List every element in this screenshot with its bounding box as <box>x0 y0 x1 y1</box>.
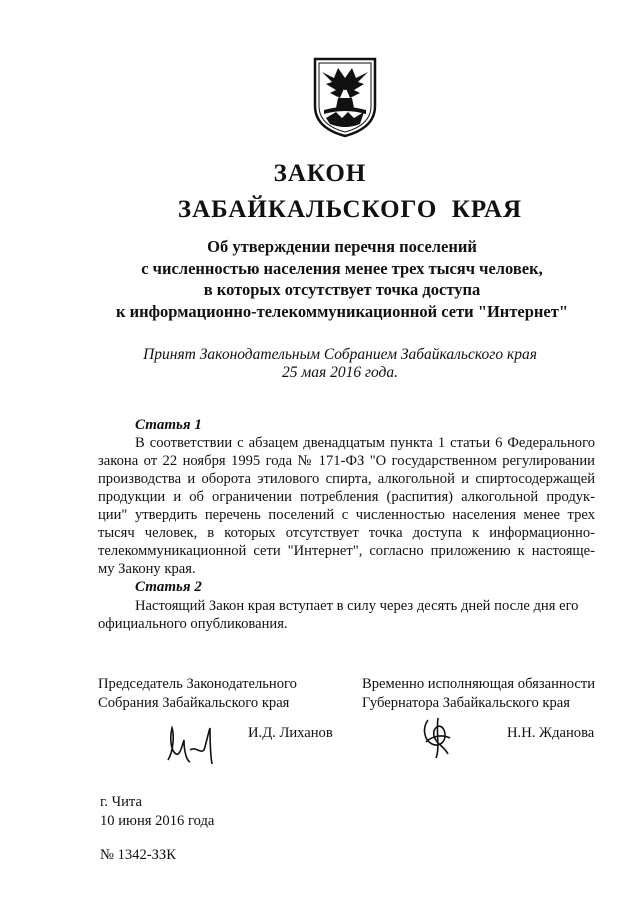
adoption-date: 25 мая 2016 года. <box>281 364 399 381</box>
article-line: Настоящий Закон края вступает в силу через десять дней после дня его <box>135 598 579 614</box>
signatory-title-line: Временно исполняющая обязанности <box>362 676 596 692</box>
article-line: ции" утвердить перечень поселений с численностью населения менее трех <box>98 507 595 523</box>
right-signatory-title <box>362 675 595 713</box>
subtitle-line: с численностью населения менее трех тысяч человек, <box>141 258 543 278</box>
article-line: официального опубликования. <box>98 616 288 632</box>
coat-of-arms-icon <box>312 56 378 138</box>
article-line: закона от 22 ноября 1995 года № 171-ФЗ "О государственном регулировании <box>98 453 595 469</box>
place-and-date <box>100 793 214 831</box>
article-2-body <box>98 597 595 633</box>
law-number: № 1342-ЗЗК <box>100 847 176 863</box>
handwritten-signature-right <box>418 714 458 762</box>
article-line: В соответствии с абзацем двенадцатым пункта 1 статьи 6 Федерального <box>135 435 595 451</box>
signatory-title-line: Председатель Законодательного <box>98 676 297 692</box>
signing-date: 10 июня 2016 года <box>100 813 215 829</box>
handwritten-signature-left <box>160 720 220 768</box>
law-subtitle <box>22 236 640 322</box>
right-signatory-name: Н.Н. Жданова <box>507 725 595 741</box>
article-line: тысяч человек, в которых отсутствует точка доступа к информационно- <box>98 525 595 541</box>
adoption-line: Принят Законодательным Собранием Забайкальского края <box>143 346 537 363</box>
adoption-note <box>20 346 640 382</box>
signatory-title-line: Собрания Забайкальского края <box>98 695 290 711</box>
article-line: продукции и об ограничении потребления (распития) алкогольной продук- <box>98 489 595 505</box>
subtitle-line: к информационно-телекоммуникационной сети "Интернет" <box>115 301 569 321</box>
signatory-title-line: Губернатора Забайкальского края <box>362 695 570 711</box>
left-signatory-name: И.Д. Лиханов <box>248 725 333 741</box>
article-2-heading: Статья 2 <box>135 579 202 595</box>
region-title: ЗАБАЙКАЛЬСКОГО КРАЯ <box>177 196 523 223</box>
subtitle-line: в которых отсутствует точка доступа <box>203 280 481 299</box>
article-1-body <box>98 434 595 578</box>
article-line: му Закону края. <box>98 561 196 577</box>
subtitle-line: Об утверждении перечня поселений <box>207 237 477 256</box>
article-line: производства и оборота этилового спирта, алкогольной и спиртосодержащей <box>98 471 595 487</box>
document-type-title: ЗАКОН <box>273 160 367 187</box>
city: г. Чита <box>100 794 142 810</box>
left-signatory-title <box>98 675 297 713</box>
article-line: телекоммуникационной сети "Интернет", согласно приложению к настояще- <box>98 543 595 559</box>
article-1-heading: Статья 1 <box>135 417 202 433</box>
